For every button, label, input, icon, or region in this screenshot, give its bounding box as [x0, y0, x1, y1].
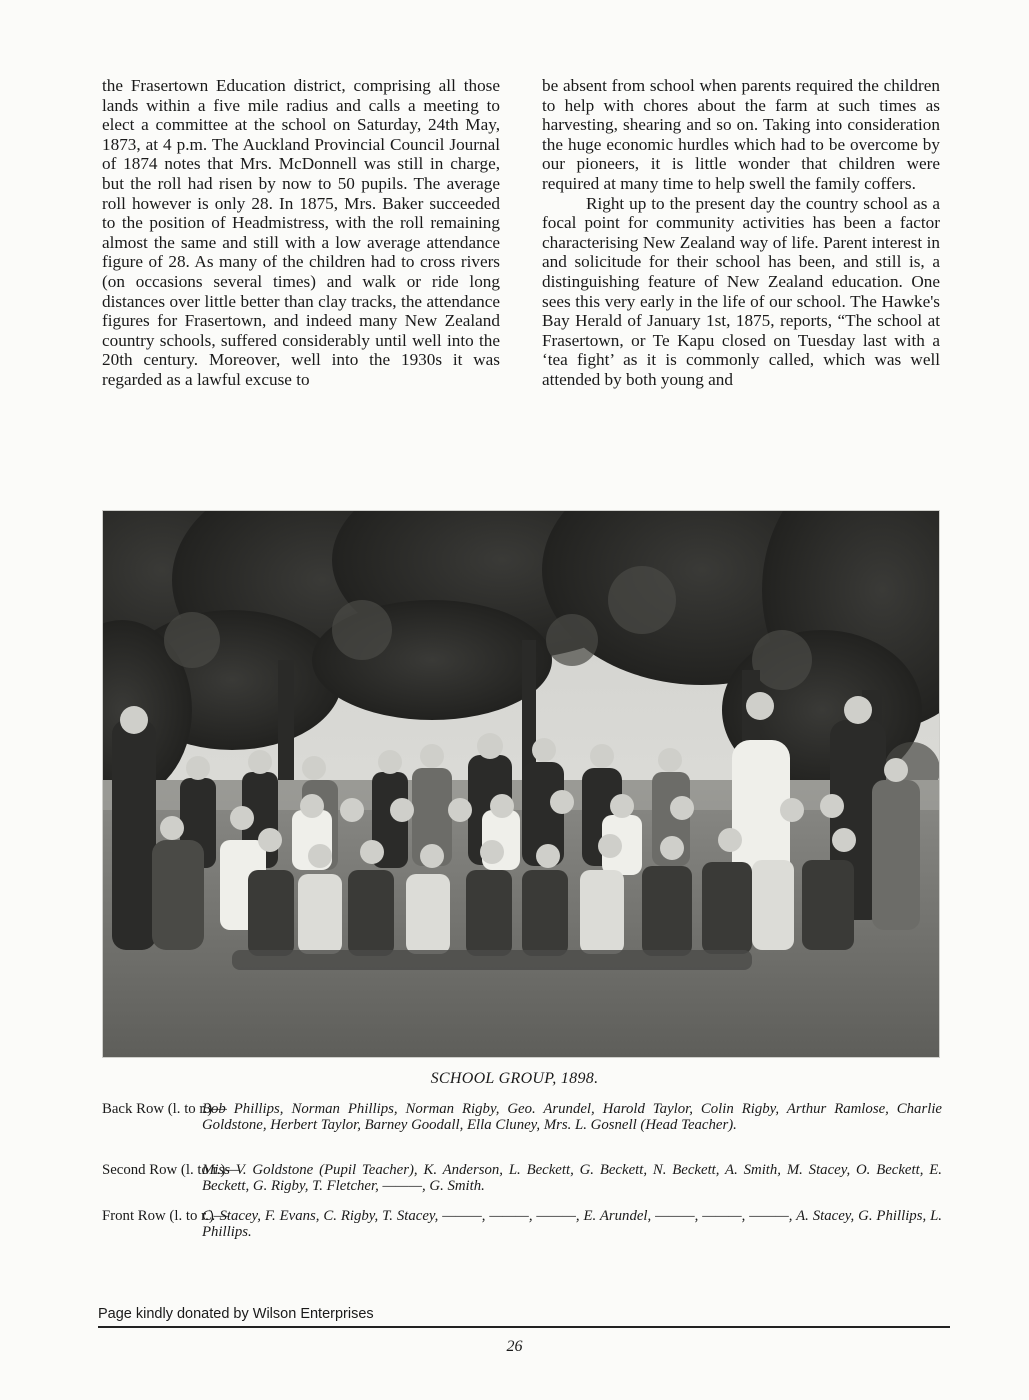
caption-row-names: C. Stacey, F. Evans, C. Rigby, T. Stacey, ———, ———, ———, E. Arundel, ———, ———, ———, A. Stacey, G. Phillips, L. Phillips. [202, 1208, 942, 1240]
paragraph: the Frasertown Education district, comprising all those lands within a five mile radius and calls a meeting to elect a committee at the school on Saturday, 24th May, 1873, at 4 p.m. The Auckland Provincial Council Journal of 1874 notes that Mrs. McDonnell was still in charge, but the roll had risen by now to 50 pupils. The average roll however is only 28. In 1875, Mrs. Baker succeeded to the position of Headmistress, with the roll remaining almost the same and still with a low average attendance figure of 28. As many of the children had to cross rivers (on occasions several times) and walk or ride long distances over little better than clay tracks, the attendance figures for Frasertown, and indeed many New Zealand country schools, suffered considerably until well into the 20th century. Moreover, well into the 1930s it was regarded as a lawful excuse to [102, 76, 500, 389]
photo-caption-title: SCHOOL GROUP, 1898. [430, 1070, 599, 1087]
caption-row-label: Front Row (l. to r.)— [102, 1208, 229, 1224]
donation-credit: Page kindly donated by Wilson Enterprises [98, 1306, 374, 1322]
left-text-column [102, 76, 500, 390]
caption-row-label: Back Row (l. to r.)— [102, 1101, 227, 1117]
paragraph: be absent from school when parents required the children to help with chores about the farm at such times as harvesting, shearing and so on. Taking into consideration the huge economic hurdles which had to be overcome by our pioneers, it is little wonder that children were required at many time to help swell the family coffers. [542, 76, 940, 193]
paragraph: Right up to the present day the country school as a focal point for community activities has been a factor characterising New Zealand way of life. Parent interest in and solicitude for their school has been, and still is, a distinguishing feature of New Zealand education. One sees this very early in the life of our school. The Hawke's Bay Herald of January 1st, 1875, reports, “The school at Frasertown, or Te Kapu closed on Tuesday last with a ‘tea fight’ as it is commonly called, which was well attended by both young and [542, 193, 940, 389]
footer-divider [98, 1326, 950, 1328]
caption-second-row [102, 1163, 942, 1195]
page-number: 26 [506, 1338, 523, 1355]
caption-back-row [102, 1102, 942, 1134]
caption-row-label: Second Row (l. to r.)— [102, 1162, 241, 1178]
caption-row-names: Miss V. Goldstone (Pupil Teacher), K. Anderson, L. Beckett, G. Beckett, N. Beckett, A. Smith, M. Stacey, O. Beckett, E. Beckett, G. Rigby, T. Fletcher, ———, G. Smith. [202, 1162, 942, 1194]
caption-front-row [102, 1209, 942, 1241]
school-group-photo [102, 510, 940, 1058]
right-text-column [542, 76, 940, 390]
caption-row-names: Bob Phillips, Norman Phillips, Norman Rigby, Geo. Arundel, Harold Taylor, Colin Rigby, Arthur Ramlose, Charlie Goldstone, Herbert Taylor, Barney Goodall, Ella Cluney, Mrs. L. Gosnell (Head Teacher). [202, 1101, 942, 1133]
